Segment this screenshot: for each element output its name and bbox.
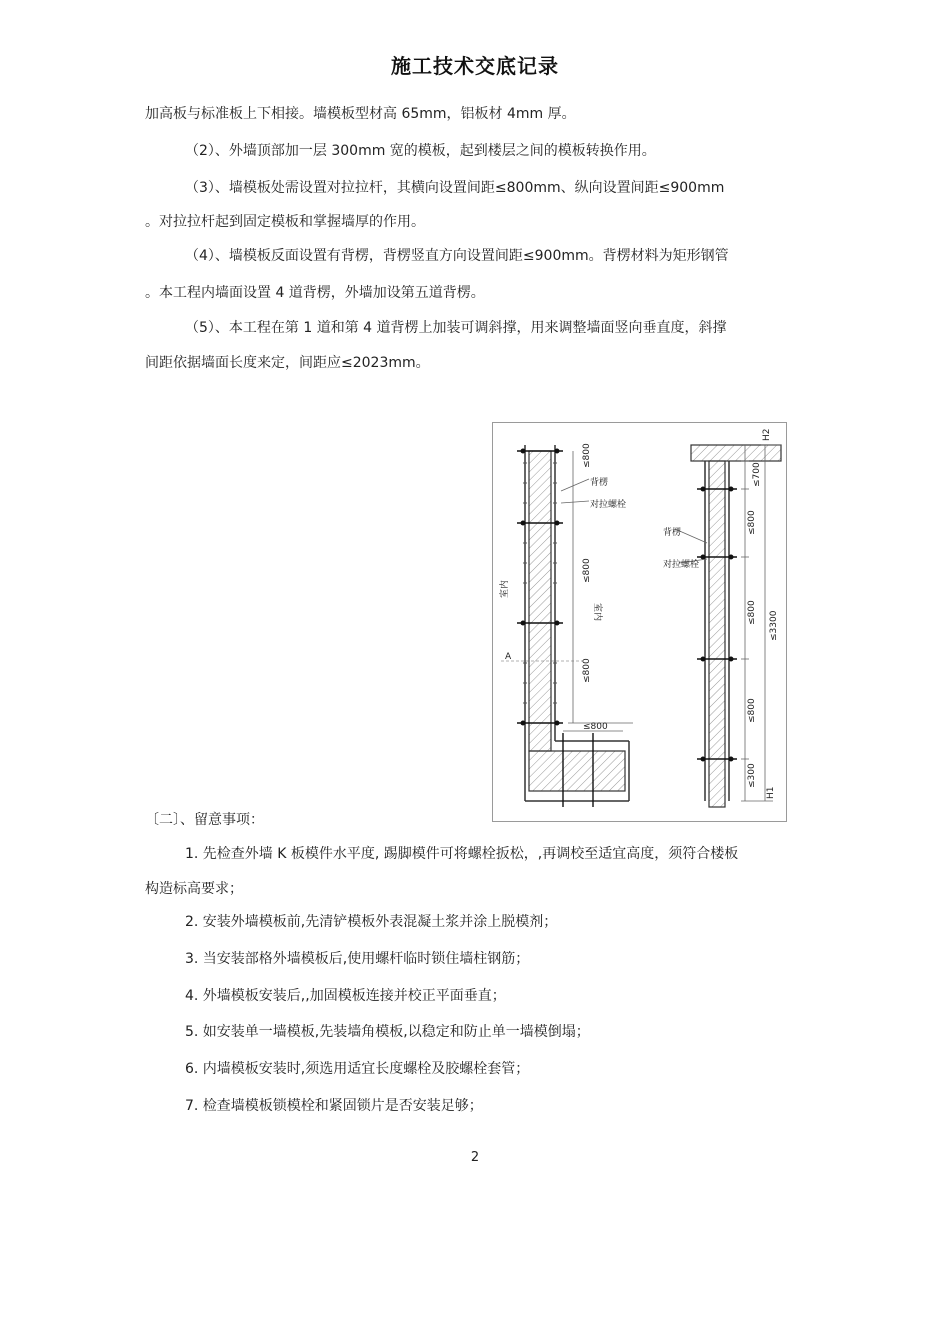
notes-heading: 〔二〕、留意事项： xyxy=(145,812,264,828)
note-7: 7. 检查墙模板锁模栓和紧固锁片是否安装足够； xyxy=(185,1098,483,1114)
left-label-indoor: 室内 xyxy=(592,603,602,622)
right-dim-h1: H1 xyxy=(766,786,776,799)
paragraph-4-cont: 。本工程内墙面设置 4 道背楞，外墙加设第五道背楞。 xyxy=(145,285,485,301)
right-dim-700: ≤700 xyxy=(752,462,762,487)
paragraph-5-cont: 间距依据墙面长度来定，间距应≤2023mm。 xyxy=(145,355,430,371)
right-label-beileng: 背楞 xyxy=(663,528,682,538)
right-label-tie: 对拉螺栓 xyxy=(663,560,700,570)
formwork-diagram xyxy=(492,422,787,822)
left-dim-low: ≤800 xyxy=(582,658,592,683)
note-1-cont: 构造标高要求； xyxy=(145,881,243,897)
right-dim-800b: ≤800 xyxy=(747,600,757,625)
left-dim-mid: ≤800 xyxy=(582,558,592,583)
page-title: 施工技术交底记录 xyxy=(391,54,559,78)
paragraph-5: （5）、本工程在第 1 道和第 4 道背楞上加装可调斜撑，用来调整墙面竖向垂直度，斜撑 xyxy=(185,320,727,336)
right-wall-section xyxy=(675,445,781,807)
right-dim-300: ≤300 xyxy=(747,763,757,788)
paragraph-3: （3）、墙模板处需设置对拉拉杆，其横向设置间距≤800mm、纵向设置间距≤900mm xyxy=(185,180,725,196)
paragraph-1: 加高板与标准板上下相接。墙模板型材高 65mm，铝板材 4mm 厚。 xyxy=(145,106,576,122)
note-6: 6. 内墙模板安装时,须选用适宜长度螺栓及胶螺栓套管； xyxy=(185,1061,530,1077)
note-2: 2. 安装外墙模板前,先清铲模板外表混凝土浆并涂上脱模剂； xyxy=(185,914,558,930)
page-number: 2 xyxy=(470,1150,480,1165)
note-4: 4. 外墙模板安装后,,加固模板连接并校正平面垂直； xyxy=(185,988,506,1004)
note-3: 3. 当安装部格外墙模板后,使用螺杆临时锁住墙柱钢筋； xyxy=(185,951,530,967)
left-label-outdoor: 室内 xyxy=(500,579,510,598)
left-dim-top: ≤800 xyxy=(582,443,592,468)
right-dim-h2: H2 xyxy=(762,428,772,441)
right-dim-3300: ≤3300 xyxy=(769,610,779,641)
right-dim-800c: ≤800 xyxy=(747,698,757,723)
paragraph-2: （2）、外墙顶部加一层 300mm 宽的模板，起到楼层之间的模板转换作用。 xyxy=(185,143,656,159)
left-label-beileng: 背楞 xyxy=(590,478,609,488)
left-dim-horiz: ≤800 xyxy=(583,722,608,732)
paragraph-4: （4）、墙模板反面设置有背楞，背楞竖直方向设置间距≤900mm。背楞材料为矩形钢管 xyxy=(185,248,729,264)
note-1: 1. 先检查外墙 K 板模件水平度, 踢脚模件可将螺栓扳松，,再调校至适宜高度，须符合楼板 xyxy=(185,846,739,862)
left-label-a: A xyxy=(505,652,512,662)
right-dim-800a: ≤800 xyxy=(747,510,757,535)
left-label-tie: 对拉螺栓 xyxy=(590,500,627,510)
paragraph-3-cont: 。对拉拉杆起到固定模板和掌握墙厚的作用。 xyxy=(145,214,425,230)
note-5: 5. 如安装单一墙模板,先装墙角模板,以稳定和防止单一墙模倒塌； xyxy=(185,1024,590,1040)
